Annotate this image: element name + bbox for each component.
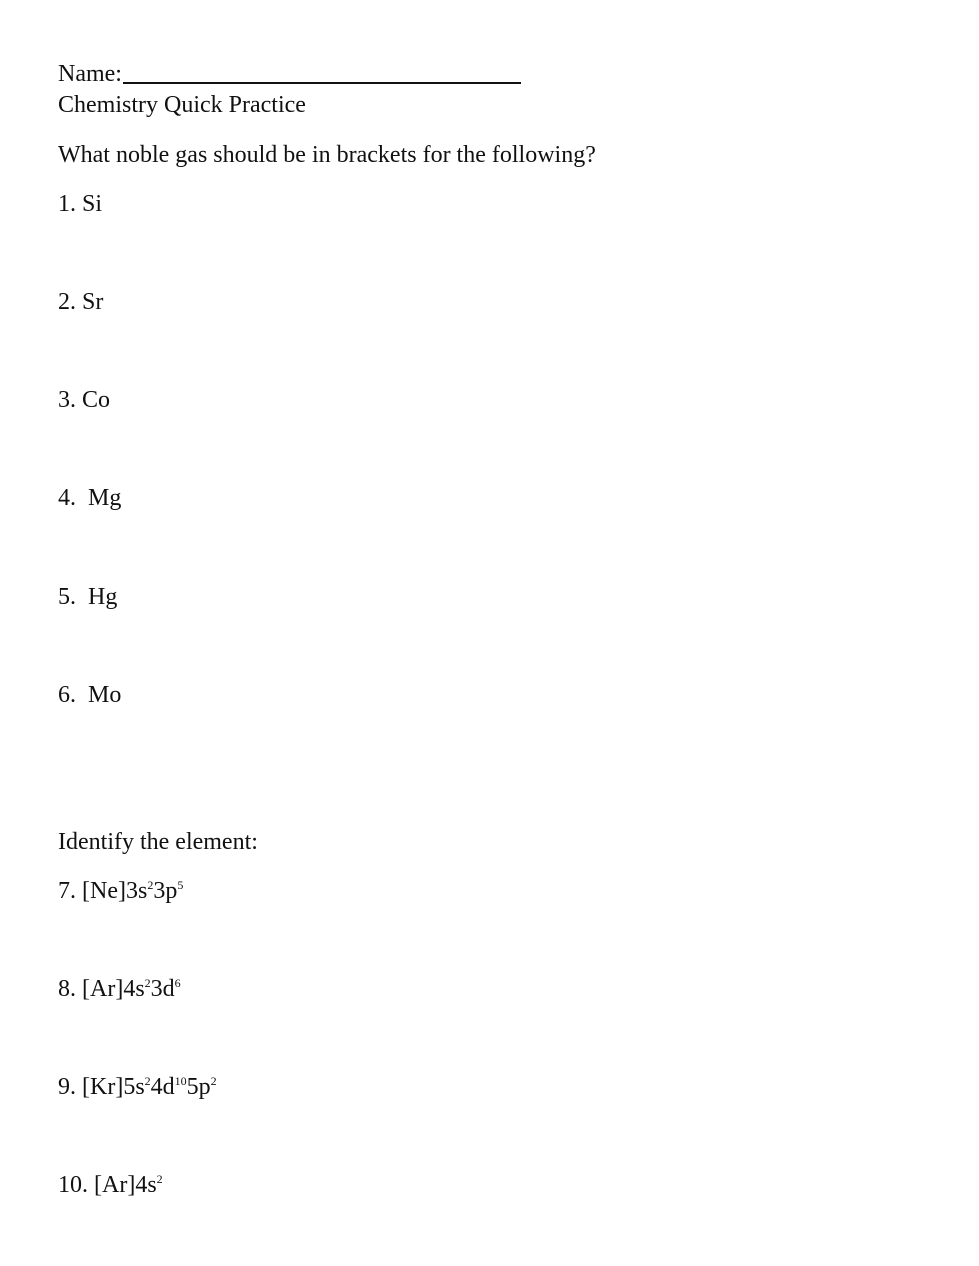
- question-7: [58, 877, 183, 905]
- worksheet-title: Chemistry Quick Practice: [58, 92, 306, 118]
- question-element: Mg: [88, 485, 122, 511]
- electron-count: 10: [174, 1074, 187, 1088]
- question-9: [58, 1073, 217, 1101]
- question-number: 5.: [58, 584, 76, 610]
- name-row: [58, 58, 521, 88]
- question-2: [58, 288, 103, 316]
- electron-count: 2: [144, 1074, 151, 1088]
- question-4: [58, 484, 121, 512]
- question-number: 8.: [58, 976, 76, 1002]
- noble-gas-core: [Ar]: [94, 1172, 136, 1198]
- question-number: 9.: [58, 1074, 76, 1100]
- noble-gas-core: [Ar]: [82, 976, 124, 1002]
- orbital: 3d: [150, 976, 175, 1002]
- question-number: 10.: [58, 1172, 88, 1198]
- worksheet-page: [58, 0, 938, 1266]
- question-8: [58, 975, 181, 1003]
- question-1: [58, 190, 102, 218]
- name-blank-line[interactable]: [123, 58, 521, 84]
- orbital: 5s: [123, 1074, 145, 1100]
- question-element: Si: [82, 191, 103, 217]
- orbital: 4s: [135, 1172, 157, 1198]
- noble-gas-core: [Ne]: [82, 878, 126, 904]
- electron-count: 2: [210, 1074, 217, 1088]
- question-number: 1.: [58, 191, 76, 217]
- question-number: 6.: [58, 682, 76, 708]
- orbital: 5p: [186, 1074, 211, 1100]
- question-number: 2.: [58, 289, 76, 315]
- section2-instruction: Identify the element:: [58, 829, 258, 855]
- question-5: [58, 583, 117, 611]
- electron-count: 2: [147, 878, 154, 892]
- electron-count: 5: [177, 878, 184, 892]
- question-element: Mo: [88, 682, 122, 708]
- question-number: 4.: [58, 485, 76, 511]
- question-10: [58, 1171, 163, 1199]
- noble-gas-core: [Kr]: [82, 1074, 124, 1100]
- question-number: 3.: [58, 387, 76, 413]
- orbital: 4d: [150, 1074, 175, 1100]
- question-element: Hg: [88, 584, 118, 610]
- electron-count: 2: [156, 1172, 163, 1186]
- question-element: Sr: [82, 289, 104, 315]
- question-element: Co: [82, 387, 111, 413]
- orbital: 3s: [125, 878, 148, 904]
- orbital: 3p: [153, 878, 178, 904]
- question-6: [58, 681, 121, 709]
- question-3: [58, 386, 110, 414]
- question-number: 7.: [58, 878, 76, 904]
- section1-instruction: What noble gas should be in brackets for the following?: [58, 142, 596, 168]
- electron-count: 2: [144, 976, 151, 990]
- electron-count: 6: [174, 976, 181, 990]
- orbital: 4s: [123, 976, 145, 1002]
- name-label: Name:: [58, 61, 122, 87]
